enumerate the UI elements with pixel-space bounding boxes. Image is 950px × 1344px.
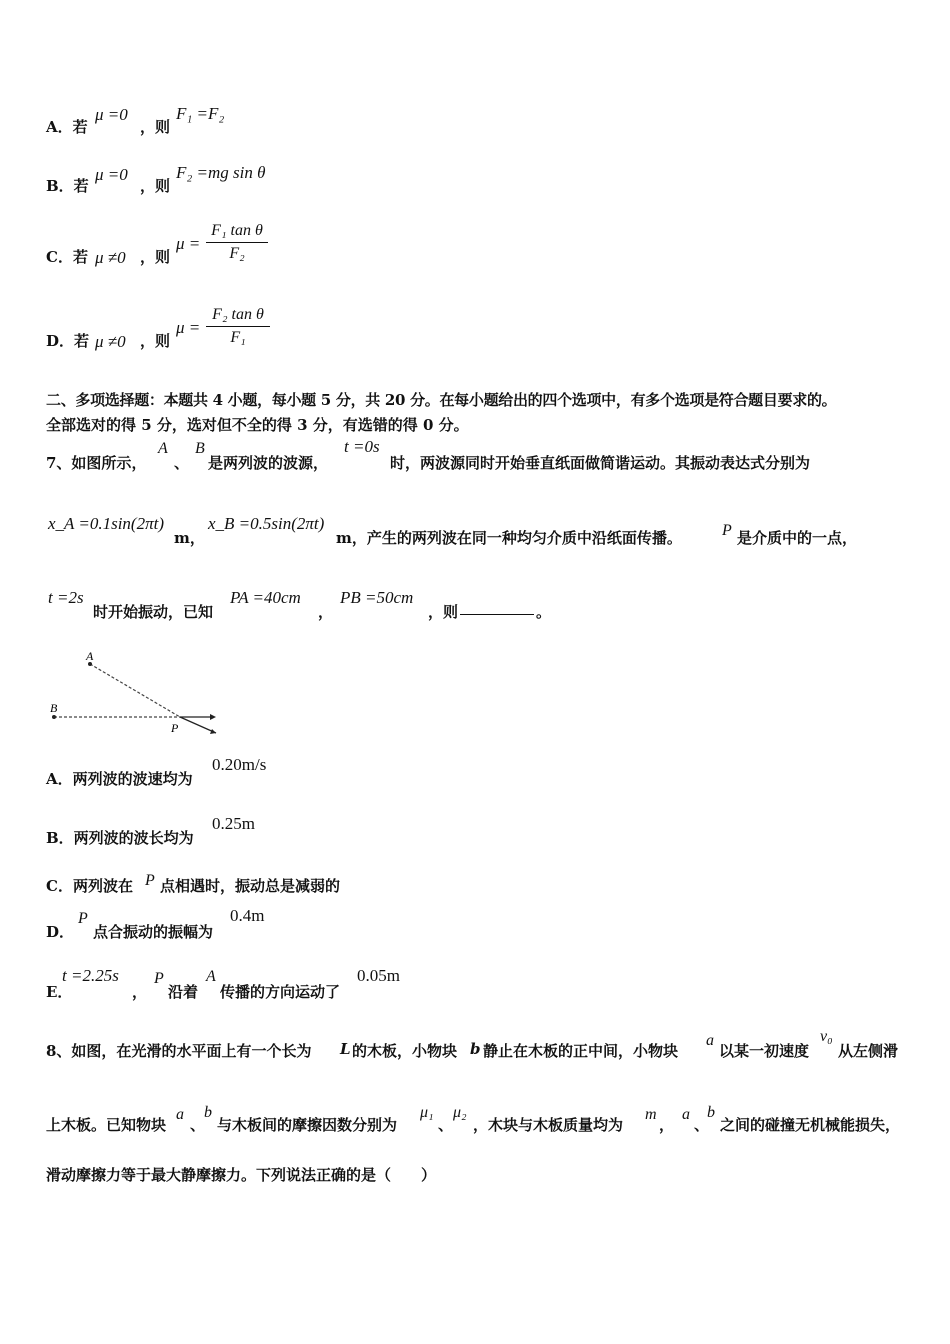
q8-text: 静止在木板的正中间，小物块 [483, 1042, 679, 1060]
q7-intro: 7、如图所示， [46, 454, 147, 472]
q7-text: 时，两波源同时开始垂直纸面做简谐运动。其振动表达式分别为 [390, 454, 811, 472]
var-m: m [645, 1106, 657, 1123]
q8-text: 从左侧滑 [838, 1042, 899, 1060]
var-mu2: μ₂ [453, 1104, 467, 1121]
then-text: ，则 [140, 248, 171, 266]
unit: m， [174, 529, 205, 547]
separator: ， [659, 1116, 675, 1134]
q7-text: 是介质中的一点， [737, 529, 858, 547]
then-text: ，则 [140, 177, 171, 195]
option-b: B．两列波的波长均为 [46, 829, 194, 847]
option-b-value: 0.25m [212, 814, 255, 833]
option-d: D． [46, 923, 75, 941]
option-e-value: 0.05m [357, 966, 400, 985]
condition: μ ≠0 [95, 248, 126, 267]
option-c: C．两列波在 [46, 877, 133, 895]
eq-xb: x_B =0.5sin(2πt) [208, 514, 325, 533]
numerator: F₁ tan θ [211, 222, 263, 239]
q8-text: 以某一初速度 [719, 1042, 810, 1060]
option-label: C．若 [46, 248, 88, 266]
q8-text: 之间的碰撞无机械能损失， [720, 1116, 901, 1134]
wave-diagram [40, 640, 230, 740]
line-ap [90, 664, 180, 717]
q7-text: 是两列波的波源， [208, 454, 329, 472]
q7-text: 时开始振动，已知 [93, 603, 214, 621]
q7-text: ，则 [428, 603, 459, 621]
option-a: A．两列波的波速均为 [46, 770, 193, 788]
option-label: A．若 [46, 118, 88, 136]
var-l: L [340, 1040, 351, 1058]
section-instructions: 全部选对的得 5 分，选对但不全的得 3 分，有选错的得 0 分。 [46, 416, 469, 434]
option-a-value: 0.20m/s [212, 755, 267, 774]
denominator: F₂ [229, 245, 245, 262]
fraction-bar [206, 326, 270, 327]
then-text: ，则 [140, 332, 171, 350]
fraction [206, 306, 270, 347]
q8-text: 8、如图，在光滑的水平面上有一个长为 [46, 1042, 312, 1060]
source-a: A [158, 440, 168, 457]
separator: 、 [438, 1116, 454, 1134]
arrow-head [210, 714, 216, 720]
result: F₁ =F₂ [176, 104, 225, 123]
fraction-bar [206, 242, 268, 243]
point-p: P [145, 872, 155, 889]
fig-label-a: A [86, 649, 94, 663]
var-v0: v₀ [820, 1028, 833, 1045]
q7-text: m，产生的两列波在同一种均匀介质中沿纸面传播。 [336, 529, 682, 547]
fig-label-p: P [171, 721, 179, 735]
condition: μ =0 [95, 165, 128, 184]
condition: μ =0 [95, 105, 128, 124]
separator: 、 [190, 1116, 206, 1134]
denominator: F₁ [230, 329, 246, 346]
option-c-text: 点相遇时，振动总是减弱的 [160, 877, 341, 895]
separator: 、 [694, 1116, 710, 1134]
option-e-text: 沿着 [168, 983, 199, 1001]
source-b: B [195, 440, 205, 457]
fig-label-b: B [50, 701, 58, 715]
point-p: P [154, 970, 164, 987]
point-p: P [722, 522, 732, 539]
option-label: B．若 [46, 177, 89, 195]
lhs: μ = [176, 318, 201, 337]
q8-text: 的木板，小物块 [352, 1042, 458, 1060]
option-d-text: 点合振动的振幅为 [93, 923, 214, 941]
pb-value: PB =50cm [340, 588, 414, 607]
q8-text: ，木块与木板质量均为 [473, 1116, 624, 1134]
pa-value: PA =40cm [230, 588, 301, 607]
var-b: b [470, 1040, 481, 1058]
q8-text: 上木板。已知物块 [46, 1116, 167, 1134]
section-heading: 二、多项选择题：本题共 4 小题，每小题 5 分，共 20 分。在每小题给出的四个选项中，有多个选项是符合题目要求的。 [46, 391, 837, 409]
period: 。 [536, 603, 552, 621]
separator: 、 [174, 454, 190, 472]
point-b-dot [52, 715, 56, 719]
then-text: ，则 [140, 118, 171, 136]
option-label: D．若 [46, 332, 90, 350]
separator: ， [318, 603, 334, 621]
option-e: E． [46, 983, 73, 1001]
source-a: A [206, 968, 216, 985]
separator: ， [132, 983, 148, 1001]
answer-blank [460, 601, 534, 619]
var-a: a [706, 1032, 714, 1049]
result: F₂ =mg sin θ [176, 163, 266, 182]
eq-xa: x_A =0.1sin(2πt) [48, 514, 164, 533]
lhs: μ = [176, 234, 201, 253]
point-p: P [78, 910, 88, 927]
fraction [206, 222, 268, 263]
t-two: t =2s [48, 588, 84, 607]
option-e-time: t =2.25s [62, 966, 119, 985]
q8-text: 与木板间的摩擦因数分别为 [217, 1116, 398, 1134]
q8-prompt: 滑动摩擦力等于最大静摩擦力。下列说法正确的是（ ） [46, 1166, 437, 1184]
var-a: a [682, 1106, 690, 1123]
numerator: F₂ tan θ [212, 306, 264, 323]
var-b: b [204, 1104, 212, 1121]
condition: μ ≠0 [95, 332, 126, 351]
var-b: b [707, 1104, 715, 1121]
t-zero: t =0s [344, 437, 380, 456]
var-mu1: μ₁ [420, 1104, 434, 1121]
option-d-value: 0.4m [230, 906, 265, 925]
option-e-text: 传播的方向运动了 [220, 983, 341, 1001]
var-a: a [176, 1106, 184, 1123]
